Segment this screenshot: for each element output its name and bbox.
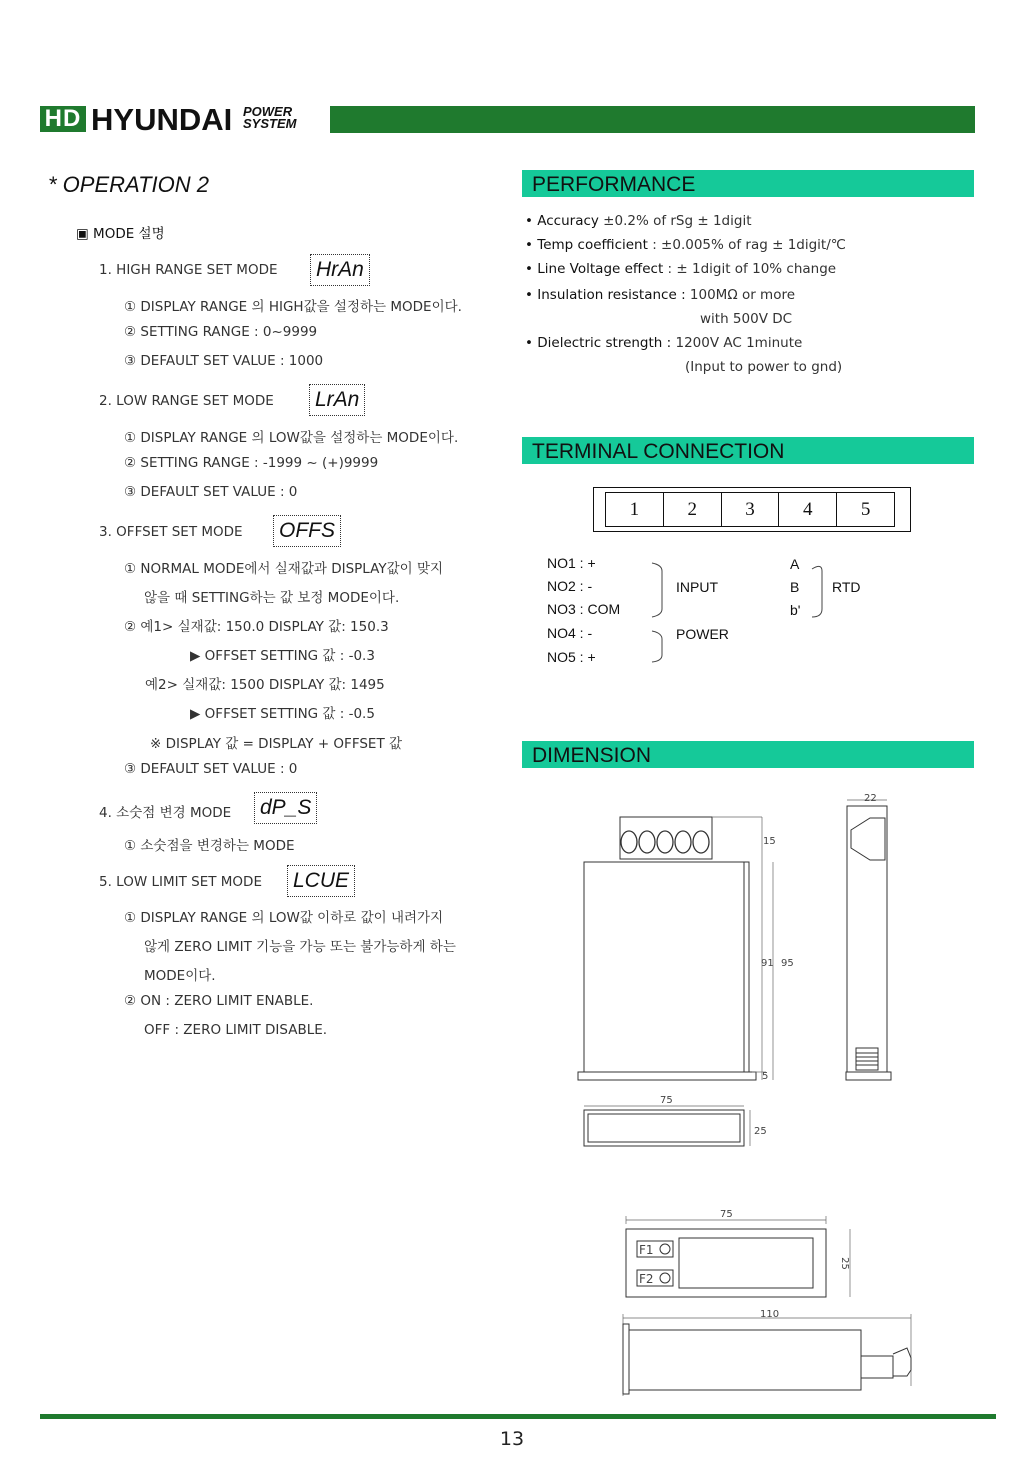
operation-title: * OPERATION 2: [48, 172, 209, 197]
item3-line: ③ DEFAULT SET VALUE : 0: [124, 761, 298, 777]
pin-label: NO2 : -: [547, 578, 593, 594]
dimension-header: DIMENSION: [522, 741, 974, 768]
pin-label: NO5 : +: [547, 649, 596, 665]
item1-line: ③ DEFAULT SET VALUE : 1000: [124, 353, 324, 369]
logo-brand-name: HYUNDAI: [91, 102, 233, 137]
dim-label: 91: [761, 958, 774, 969]
front-panel: [626, 1229, 826, 1297]
logo-hd-mark: HD: [40, 106, 86, 132]
rtd-bracket: [812, 566, 822, 617]
terminal-brackets: [640, 555, 840, 670]
logo-subtitle: [243, 106, 296, 130]
terminal-screws: [621, 831, 709, 853]
terminal-header: TERMINAL CONNECTION: [522, 437, 974, 464]
dim-label: 15: [763, 836, 776, 847]
logo-sub-system: SYSTEM: [243, 116, 297, 131]
f1-label: F1: [639, 1243, 654, 1257]
body-bottom: [584, 1110, 744, 1146]
item2-line: ③ DEFAULT SET VALUE : 0: [124, 484, 298, 500]
pin-label: NO4 : -: [547, 625, 593, 641]
pin-label: NO1 : +: [547, 555, 596, 571]
item2-code: LrAn: [309, 384, 365, 416]
item3-line: ▶ OFFSET SETTING 값 : -0.3: [190, 648, 375, 664]
perf-row: • Line Voltage effect : ± 1digit of 10% change: [525, 261, 837, 277]
input-label: INPUT: [676, 579, 718, 595]
logo-sub-power: POWER: [243, 104, 293, 119]
terminal-cell: 3: [721, 493, 779, 526]
perf-row: with 500V DC: [700, 311, 793, 327]
item3-line: ① NORMAL MODE에서 실재값과 DISPLAY값이 맞지: [124, 561, 444, 577]
f2-label: F2: [639, 1272, 654, 1286]
performance-header: PERFORMANCE: [522, 170, 974, 197]
item5-label: 5. LOW LIMIT SET MODE: [99, 874, 262, 890]
side-vents: [856, 1048, 878, 1070]
terminal-cell: 2: [663, 493, 721, 526]
dim-label: 5: [762, 1071, 769, 1082]
item3-code: OFFS: [273, 515, 341, 547]
dim-label: 75: [660, 1095, 673, 1106]
rtd-pin: b': [790, 602, 801, 618]
perf-row: • Insulation resistance : 100MΩ or more: [525, 287, 796, 303]
dimension-drawing-main: [570, 790, 910, 1160]
terminal-cell: 5: [836, 493, 894, 526]
terminal-block: [605, 492, 895, 527]
rtd-pin: A: [790, 556, 800, 572]
item1-line: ① DISPLAY RANGE 의 HIGH값을 설정하는 MODE이다.: [124, 299, 462, 315]
side-long-body: [629, 1330, 861, 1390]
item3-line: ※ DISPLAY 값 = DISPLAY + OFFSET 값: [150, 736, 403, 752]
pin-label: NO3 : COM: [547, 601, 621, 617]
item5-line: ① DISPLAY RANGE 의 LOW값 이하로 값이 내려가지: [124, 910, 444, 926]
header-green-bar: [330, 106, 975, 133]
mode-heading: ▣ MODE 설명: [76, 226, 165, 242]
bezel-front: [578, 1072, 756, 1080]
body-side: [847, 806, 887, 1072]
item2-line: ① DISPLAY RANGE 의 LOW값을 설정하는 MODE이다.: [124, 430, 459, 446]
side-long-connector: [861, 1356, 893, 1378]
dim-label: 75: [720, 1209, 733, 1220]
dim-label: 95: [781, 958, 794, 969]
rtd-pin: B: [790, 579, 800, 595]
front-display: [679, 1238, 813, 1288]
item5-line: 않게 ZERO LIMIT 기능을 가능 또는 불가능하게 하는: [144, 939, 456, 955]
item1-line: ② SETTING RANGE : 0~9999: [124, 324, 318, 340]
item5-line: ② ON : ZERO LIMIT ENABLE.: [124, 993, 314, 1009]
item3-label: 3. OFFSET SET MODE: [99, 524, 243, 540]
terminal-cell: 1: [629, 499, 640, 520]
footer-green-bar: [40, 1414, 996, 1419]
item1-code: HrAn: [310, 254, 370, 286]
dim-label: 110: [760, 1309, 780, 1320]
item1-label: 1. HIGH RANGE SET MODE: [99, 262, 278, 278]
item5-line: MODE이다.: [144, 968, 216, 984]
item4-label: 4. 소숫점 변경 MODE: [99, 805, 232, 821]
power-bracket: [652, 631, 662, 662]
item4-code: dP_S: [254, 792, 317, 824]
item2-label: 2. LOW RANGE SET MODE: [99, 393, 274, 409]
page-number: 13: [499, 1428, 525, 1450]
item3-line: 않을 때 SETTING하는 값 보정 MODE이다.: [144, 590, 400, 606]
input-bracket: [652, 563, 662, 617]
item3-line: 예2> 실재값: 1500 DISPLAY 값: 1495: [145, 677, 385, 693]
item2-line: ② SETTING RANGE : -1999 ~ (+)9999: [124, 455, 379, 471]
dim-label: 25: [754, 1126, 767, 1137]
body-front: [584, 862, 749, 1072]
dim-label: 22: [864, 793, 877, 804]
item5-line: OFF : ZERO LIMIT DISABLE.: [144, 1022, 328, 1038]
perf-row: (Input to power to gnd): [685, 359, 843, 375]
dimension-drawing-front: [615, 1210, 915, 1400]
perf-row: • Temp coefficient : ±0.005% of rag ± 1digit/℃: [525, 237, 846, 253]
perf-row: • Accuracy ±0.2% of rSg ± 1digit: [525, 213, 752, 229]
power-label: POWER: [676, 626, 729, 642]
rtd-label: RTD: [832, 579, 861, 595]
item5-code: LCUE: [287, 865, 355, 897]
item3-line: ② 예1> 실재값: 150.0 DISPLAY 값: 150.3: [124, 619, 389, 635]
item4-line: ① 소숫점을 변경하는 MODE: [124, 838, 295, 854]
side-connector: [851, 818, 885, 860]
dim-label: 25: [838, 1257, 850, 1270]
item3-line: ▶ OFFSET SETTING 값 : -0.5: [190, 706, 375, 722]
terminal-cell: 4: [778, 493, 836, 526]
perf-row: • Dielectric strength : 1200V AC 1minute: [525, 335, 803, 351]
